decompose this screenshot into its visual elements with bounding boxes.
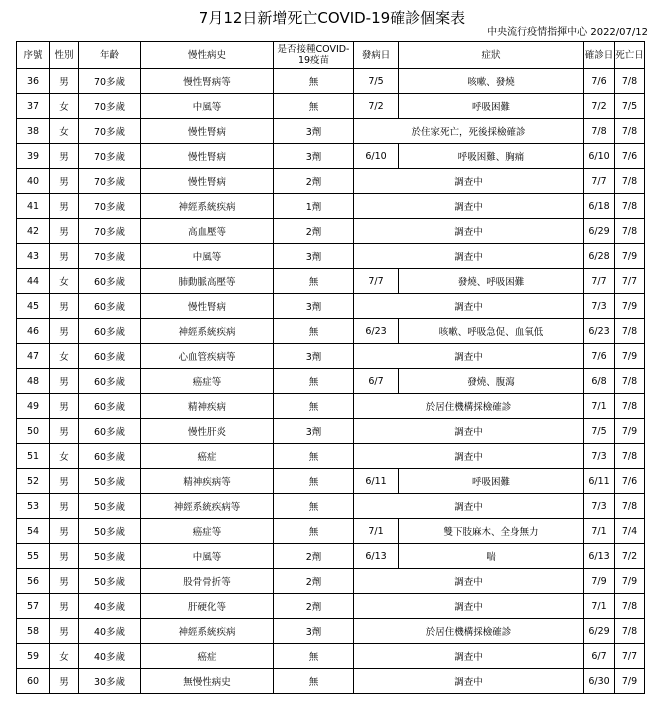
cell-confirm: 7/7 — [584, 269, 615, 294]
cell-sex: 男 — [50, 544, 79, 569]
cell-no: 59 — [17, 644, 50, 669]
cell-sex: 女 — [50, 644, 79, 669]
cell-history: 癌症 — [141, 644, 274, 669]
header-history: 慢性病史 — [141, 42, 274, 69]
cell-history: 慢性腎病 — [141, 144, 274, 169]
cell-confirm: 6/10 — [584, 144, 615, 169]
header-no: 序號 — [17, 42, 50, 69]
cell-history: 中風等 — [141, 244, 274, 269]
table-row — [17, 169, 645, 194]
cell-age: 60多歲 — [79, 269, 141, 294]
table-row — [17, 469, 645, 494]
cell-confirm: 6/29 — [584, 219, 615, 244]
cell-sex: 男 — [50, 394, 79, 419]
cell-history: 神經系統疾病 — [141, 619, 274, 644]
cell-vaccine: 3劑 — [274, 119, 354, 144]
cell-death: 7/9 — [615, 294, 645, 319]
table-row — [17, 569, 645, 594]
cell-sex: 男 — [50, 569, 79, 594]
cell-death: 7/8 — [615, 219, 645, 244]
cell-vaccine: 3劑 — [274, 344, 354, 369]
cell-confirm: 6/11 — [584, 469, 615, 494]
cell-no: 41 — [17, 194, 50, 219]
cell-confirm: 6/29 — [584, 619, 615, 644]
cell-vaccine: 無 — [274, 469, 354, 494]
cell-death: 7/4 — [615, 519, 645, 544]
cell-sex: 男 — [50, 319, 79, 344]
cell-age: 60多歲 — [79, 419, 141, 444]
cell-symptom: 調查中 — [354, 219, 584, 244]
cell-history: 慢性肝炎 — [141, 419, 274, 444]
cell-vaccine: 3劑 — [274, 144, 354, 169]
cell-no: 39 — [17, 144, 50, 169]
cell-history: 癌症等 — [141, 369, 274, 394]
case-table — [16, 41, 645, 694]
cell-age: 60多歲 — [79, 319, 141, 344]
cell-symptom: 咳嗽、呼吸急促、血氧低 — [399, 319, 584, 344]
cell-death: 7/8 — [615, 444, 645, 469]
cell-symptom: 調查中 — [354, 294, 584, 319]
cell-death: 7/8 — [615, 194, 645, 219]
cell-no: 38 — [17, 119, 50, 144]
cell-death: 7/9 — [615, 569, 645, 594]
cell-onset: 6/23 — [354, 319, 399, 344]
cell-confirm: 7/9 — [584, 569, 615, 594]
cell-death: 7/8 — [615, 619, 645, 644]
cell-onset: 6/10 — [354, 144, 399, 169]
cell-history: 慢性腎病 — [141, 169, 274, 194]
cell-onset: 7/5 — [354, 69, 399, 94]
cell-sex: 女 — [50, 119, 79, 144]
cell-vaccine: 2劑 — [274, 219, 354, 244]
cell-vaccine: 無 — [274, 644, 354, 669]
cell-sex: 男 — [50, 294, 79, 319]
table-row — [17, 544, 645, 569]
cell-vaccine: 無 — [274, 394, 354, 419]
cell-sex: 女 — [50, 94, 79, 119]
cell-symptom: 發燒、腹瀉 — [399, 369, 584, 394]
cell-age: 70多歲 — [79, 219, 141, 244]
cell-death: 7/8 — [615, 494, 645, 519]
cell-sex: 男 — [50, 169, 79, 194]
cell-age: 40多歲 — [79, 594, 141, 619]
cell-history: 慢性腎病 — [141, 294, 274, 319]
cell-history: 神經系統疾病 — [141, 194, 274, 219]
cell-history: 慢性腎病等 — [141, 69, 274, 94]
cell-confirm: 6/23 — [584, 319, 615, 344]
table-row — [17, 319, 645, 344]
cell-symptom: 調查中 — [354, 669, 584, 694]
cell-symptom: 調查中 — [354, 444, 584, 469]
header-symptom: 症狀 — [399, 42, 584, 69]
cell-confirm: 7/8 — [584, 119, 615, 144]
cell-symptom: 調查中 — [354, 419, 584, 444]
cell-onset: 7/2 — [354, 94, 399, 119]
cell-no: 45 — [17, 294, 50, 319]
cell-sex: 男 — [50, 669, 79, 694]
cell-symptom: 呼吸困難 — [399, 94, 584, 119]
cell-onset: 7/7 — [354, 269, 399, 294]
header-death: 死亡日 — [615, 42, 645, 69]
cell-vaccine: 3劑 — [274, 244, 354, 269]
cell-sex: 男 — [50, 469, 79, 494]
cell-sex: 男 — [50, 519, 79, 544]
cell-sex: 男 — [50, 194, 79, 219]
cell-death: 7/8 — [615, 69, 645, 94]
cell-death: 7/8 — [615, 394, 645, 419]
cell-history: 肺動脈高壓等 — [141, 269, 274, 294]
cell-sex: 女 — [50, 344, 79, 369]
cell-sex: 男 — [50, 594, 79, 619]
cell-age: 60多歲 — [79, 444, 141, 469]
cell-vaccine: 無 — [274, 494, 354, 519]
cell-no: 55 — [17, 544, 50, 569]
cell-age: 60多歲 — [79, 394, 141, 419]
cell-vaccine: 無 — [274, 319, 354, 344]
cell-history: 無慢性病史 — [141, 669, 274, 694]
cell-history: 神經系統疾病等 — [141, 494, 274, 519]
cell-confirm: 7/6 — [584, 344, 615, 369]
cell-age: 60多歲 — [79, 294, 141, 319]
cell-history: 心血管疾病等 — [141, 344, 274, 369]
cell-age: 30多歲 — [79, 669, 141, 694]
table-row — [17, 594, 645, 619]
cell-age: 50多歲 — [79, 494, 141, 519]
cell-onset: 6/7 — [354, 369, 399, 394]
cell-symptom: 喘 — [399, 544, 584, 569]
cell-history: 中風等 — [141, 544, 274, 569]
cell-death: 7/5 — [615, 94, 645, 119]
cell-age: 70多歲 — [79, 94, 141, 119]
cell-no: 54 — [17, 519, 50, 544]
cell-sex: 男 — [50, 619, 79, 644]
cell-no: 47 — [17, 344, 50, 369]
cell-history: 肝硬化等 — [141, 594, 274, 619]
cell-symptom: 於居住機構採檢確診 — [354, 619, 584, 644]
cell-no: 43 — [17, 244, 50, 269]
cell-no: 60 — [17, 669, 50, 694]
table-row — [17, 619, 645, 644]
cell-death: 7/7 — [615, 269, 645, 294]
cell-history: 癌症 — [141, 444, 274, 469]
cell-no: 57 — [17, 594, 50, 619]
cell-onset: 6/13 — [354, 544, 399, 569]
cell-history: 中風等 — [141, 94, 274, 119]
cell-death: 7/8 — [615, 594, 645, 619]
cell-vaccine: 3劑 — [274, 619, 354, 644]
cell-confirm: 7/3 — [584, 294, 615, 319]
cell-no: 48 — [17, 369, 50, 394]
cell-onset: 7/1 — [354, 519, 399, 544]
cell-no: 50 — [17, 419, 50, 444]
table-row — [17, 369, 645, 394]
table-row — [17, 669, 645, 694]
cell-no: 53 — [17, 494, 50, 519]
cell-no: 37 — [17, 94, 50, 119]
cell-symptom: 發燒、呼吸困難 — [399, 269, 584, 294]
cell-death: 7/8 — [615, 369, 645, 394]
cell-symptom: 調查中 — [354, 169, 584, 194]
cell-death: 7/9 — [615, 244, 645, 269]
cell-no: 46 — [17, 319, 50, 344]
page-title: 7月12日新增死亡COVID-19確診個案表 — [198, 9, 466, 27]
table-row — [17, 269, 645, 294]
cell-death: 7/8 — [615, 319, 645, 344]
cell-symptom: 調查中 — [354, 594, 584, 619]
cell-vaccine: 2劑 — [274, 544, 354, 569]
cell-death: 7/2 — [615, 544, 645, 569]
cell-sex: 男 — [50, 369, 79, 394]
cell-symptom: 雙下肢麻木、全身無力 — [399, 519, 584, 544]
cell-age: 70多歲 — [79, 244, 141, 269]
cell-confirm: 7/1 — [584, 394, 615, 419]
cell-confirm: 7/3 — [584, 494, 615, 519]
table-row — [17, 144, 645, 169]
cell-vaccine: 無 — [274, 519, 354, 544]
cell-age: 40多歲 — [79, 619, 141, 644]
cell-symptom: 調查中 — [354, 344, 584, 369]
cell-death: 7/6 — [615, 469, 645, 494]
cell-age: 60多歲 — [79, 344, 141, 369]
table-row — [17, 194, 645, 219]
cell-history: 股骨骨折等 — [141, 569, 274, 594]
cell-vaccine: 2劑 — [274, 594, 354, 619]
cell-age: 70多歲 — [79, 69, 141, 94]
cell-no: 52 — [17, 469, 50, 494]
cell-no: 51 — [17, 444, 50, 469]
cell-sex: 男 — [50, 219, 79, 244]
cell-age: 70多歲 — [79, 144, 141, 169]
cell-vaccine: 無 — [274, 269, 354, 294]
cell-no: 56 — [17, 569, 50, 594]
cell-age: 70多歲 — [79, 169, 141, 194]
cell-confirm: 7/6 — [584, 69, 615, 94]
cell-vaccine: 2劑 — [274, 569, 354, 594]
cell-confirm: 6/8 — [584, 369, 615, 394]
cell-sex: 男 — [50, 419, 79, 444]
cell-no: 42 — [17, 219, 50, 244]
cell-age: 50多歲 — [79, 469, 141, 494]
cell-death: 7/8 — [615, 169, 645, 194]
cell-death: 7/7 — [615, 644, 645, 669]
table-row — [17, 69, 645, 94]
cell-history: 精神疾病等 — [141, 469, 274, 494]
cell-no: 49 — [17, 394, 50, 419]
cell-age: 70多歲 — [79, 194, 141, 219]
table-row — [17, 494, 645, 519]
cell-symptom: 調查中 — [354, 494, 584, 519]
cell-vaccine: 無 — [274, 669, 354, 694]
cell-no: 36 — [17, 69, 50, 94]
header-onset: 發病日 — [354, 42, 399, 69]
cell-symptom: 於居住機構採檢確診 — [354, 394, 584, 419]
cell-confirm: 7/3 — [584, 444, 615, 469]
cell-vaccine: 無 — [274, 369, 354, 394]
cell-death: 7/6 — [615, 144, 645, 169]
table-row — [17, 644, 645, 669]
table-row — [17, 244, 645, 269]
cell-age: 40多歲 — [79, 644, 141, 669]
header-vaccine: 是否接種COVID-19疫苗 — [274, 42, 354, 69]
cell-history: 癌症等 — [141, 519, 274, 544]
cell-confirm: 7/2 — [584, 94, 615, 119]
cell-confirm: 6/7 — [584, 644, 615, 669]
cell-age: 50多歲 — [79, 569, 141, 594]
cell-sex: 男 — [50, 244, 79, 269]
cell-vaccine: 無 — [274, 69, 354, 94]
cell-history: 神經系統疾病 — [141, 319, 274, 344]
cell-sex: 男 — [50, 494, 79, 519]
table-row — [17, 219, 645, 244]
cell-no: 58 — [17, 619, 50, 644]
header-confirm: 確診日 — [584, 42, 615, 69]
cell-age: 60多歲 — [79, 369, 141, 394]
cell-vaccine: 3劑 — [274, 294, 354, 319]
cell-vaccine: 2劑 — [274, 169, 354, 194]
cell-symptom: 咳嗽、發燒 — [399, 69, 584, 94]
cell-vaccine: 3劑 — [274, 419, 354, 444]
cell-symptom: 調查中 — [354, 244, 584, 269]
source-date: 中央流行疫情指揮中心 2022/07/12 — [487, 27, 648, 38]
cell-death: 7/9 — [615, 669, 645, 694]
cell-confirm: 6/13 — [584, 544, 615, 569]
cell-no: 40 — [17, 169, 50, 194]
cell-confirm: 7/1 — [584, 519, 615, 544]
cell-symptom: 呼吸困難、胸痛 — [399, 144, 584, 169]
cell-confirm: 6/28 — [584, 244, 615, 269]
cell-vaccine: 無 — [274, 94, 354, 119]
cell-death: 7/9 — [615, 344, 645, 369]
cell-history: 高血壓等 — [141, 219, 274, 244]
cell-symptom: 調查中 — [354, 644, 584, 669]
table-row — [17, 519, 645, 544]
cell-onset: 6/11 — [354, 469, 399, 494]
cell-vaccine: 1劑 — [274, 194, 354, 219]
table-row — [17, 444, 645, 469]
header-age: 年齡 — [79, 42, 141, 69]
cell-confirm: 7/1 — [584, 594, 615, 619]
table-row — [17, 344, 645, 369]
cell-sex: 男 — [50, 144, 79, 169]
cell-vaccine: 無 — [274, 444, 354, 469]
header-sex: 性別 — [50, 42, 79, 69]
table-row — [17, 94, 645, 119]
cell-age: 70多歲 — [79, 119, 141, 144]
cell-confirm: 6/30 — [584, 669, 615, 694]
table-row — [17, 119, 645, 144]
cell-confirm: 7/7 — [584, 169, 615, 194]
cell-symptom: 於住家死亡，死後採檢確診 — [354, 119, 584, 144]
cell-symptom: 呼吸困難 — [399, 469, 584, 494]
cell-sex: 女 — [50, 269, 79, 294]
table-header-row — [17, 42, 645, 69]
cell-sex: 女 — [50, 444, 79, 469]
cell-symptom: 調查中 — [354, 569, 584, 594]
cell-history: 慢性腎病 — [141, 119, 274, 144]
cell-no: 44 — [17, 269, 50, 294]
cell-sex: 男 — [50, 69, 79, 94]
cell-confirm: 6/18 — [584, 194, 615, 219]
cell-age: 50多歲 — [79, 544, 141, 569]
cell-history: 精神疾病 — [141, 394, 274, 419]
table-row — [17, 294, 645, 319]
cell-death: 7/8 — [615, 119, 645, 144]
cell-symptom: 調查中 — [354, 194, 584, 219]
cell-age: 50多歲 — [79, 519, 141, 544]
table-row — [17, 419, 645, 444]
table-row — [17, 394, 645, 419]
cell-confirm: 7/5 — [584, 419, 615, 444]
cell-death: 7/9 — [615, 419, 645, 444]
